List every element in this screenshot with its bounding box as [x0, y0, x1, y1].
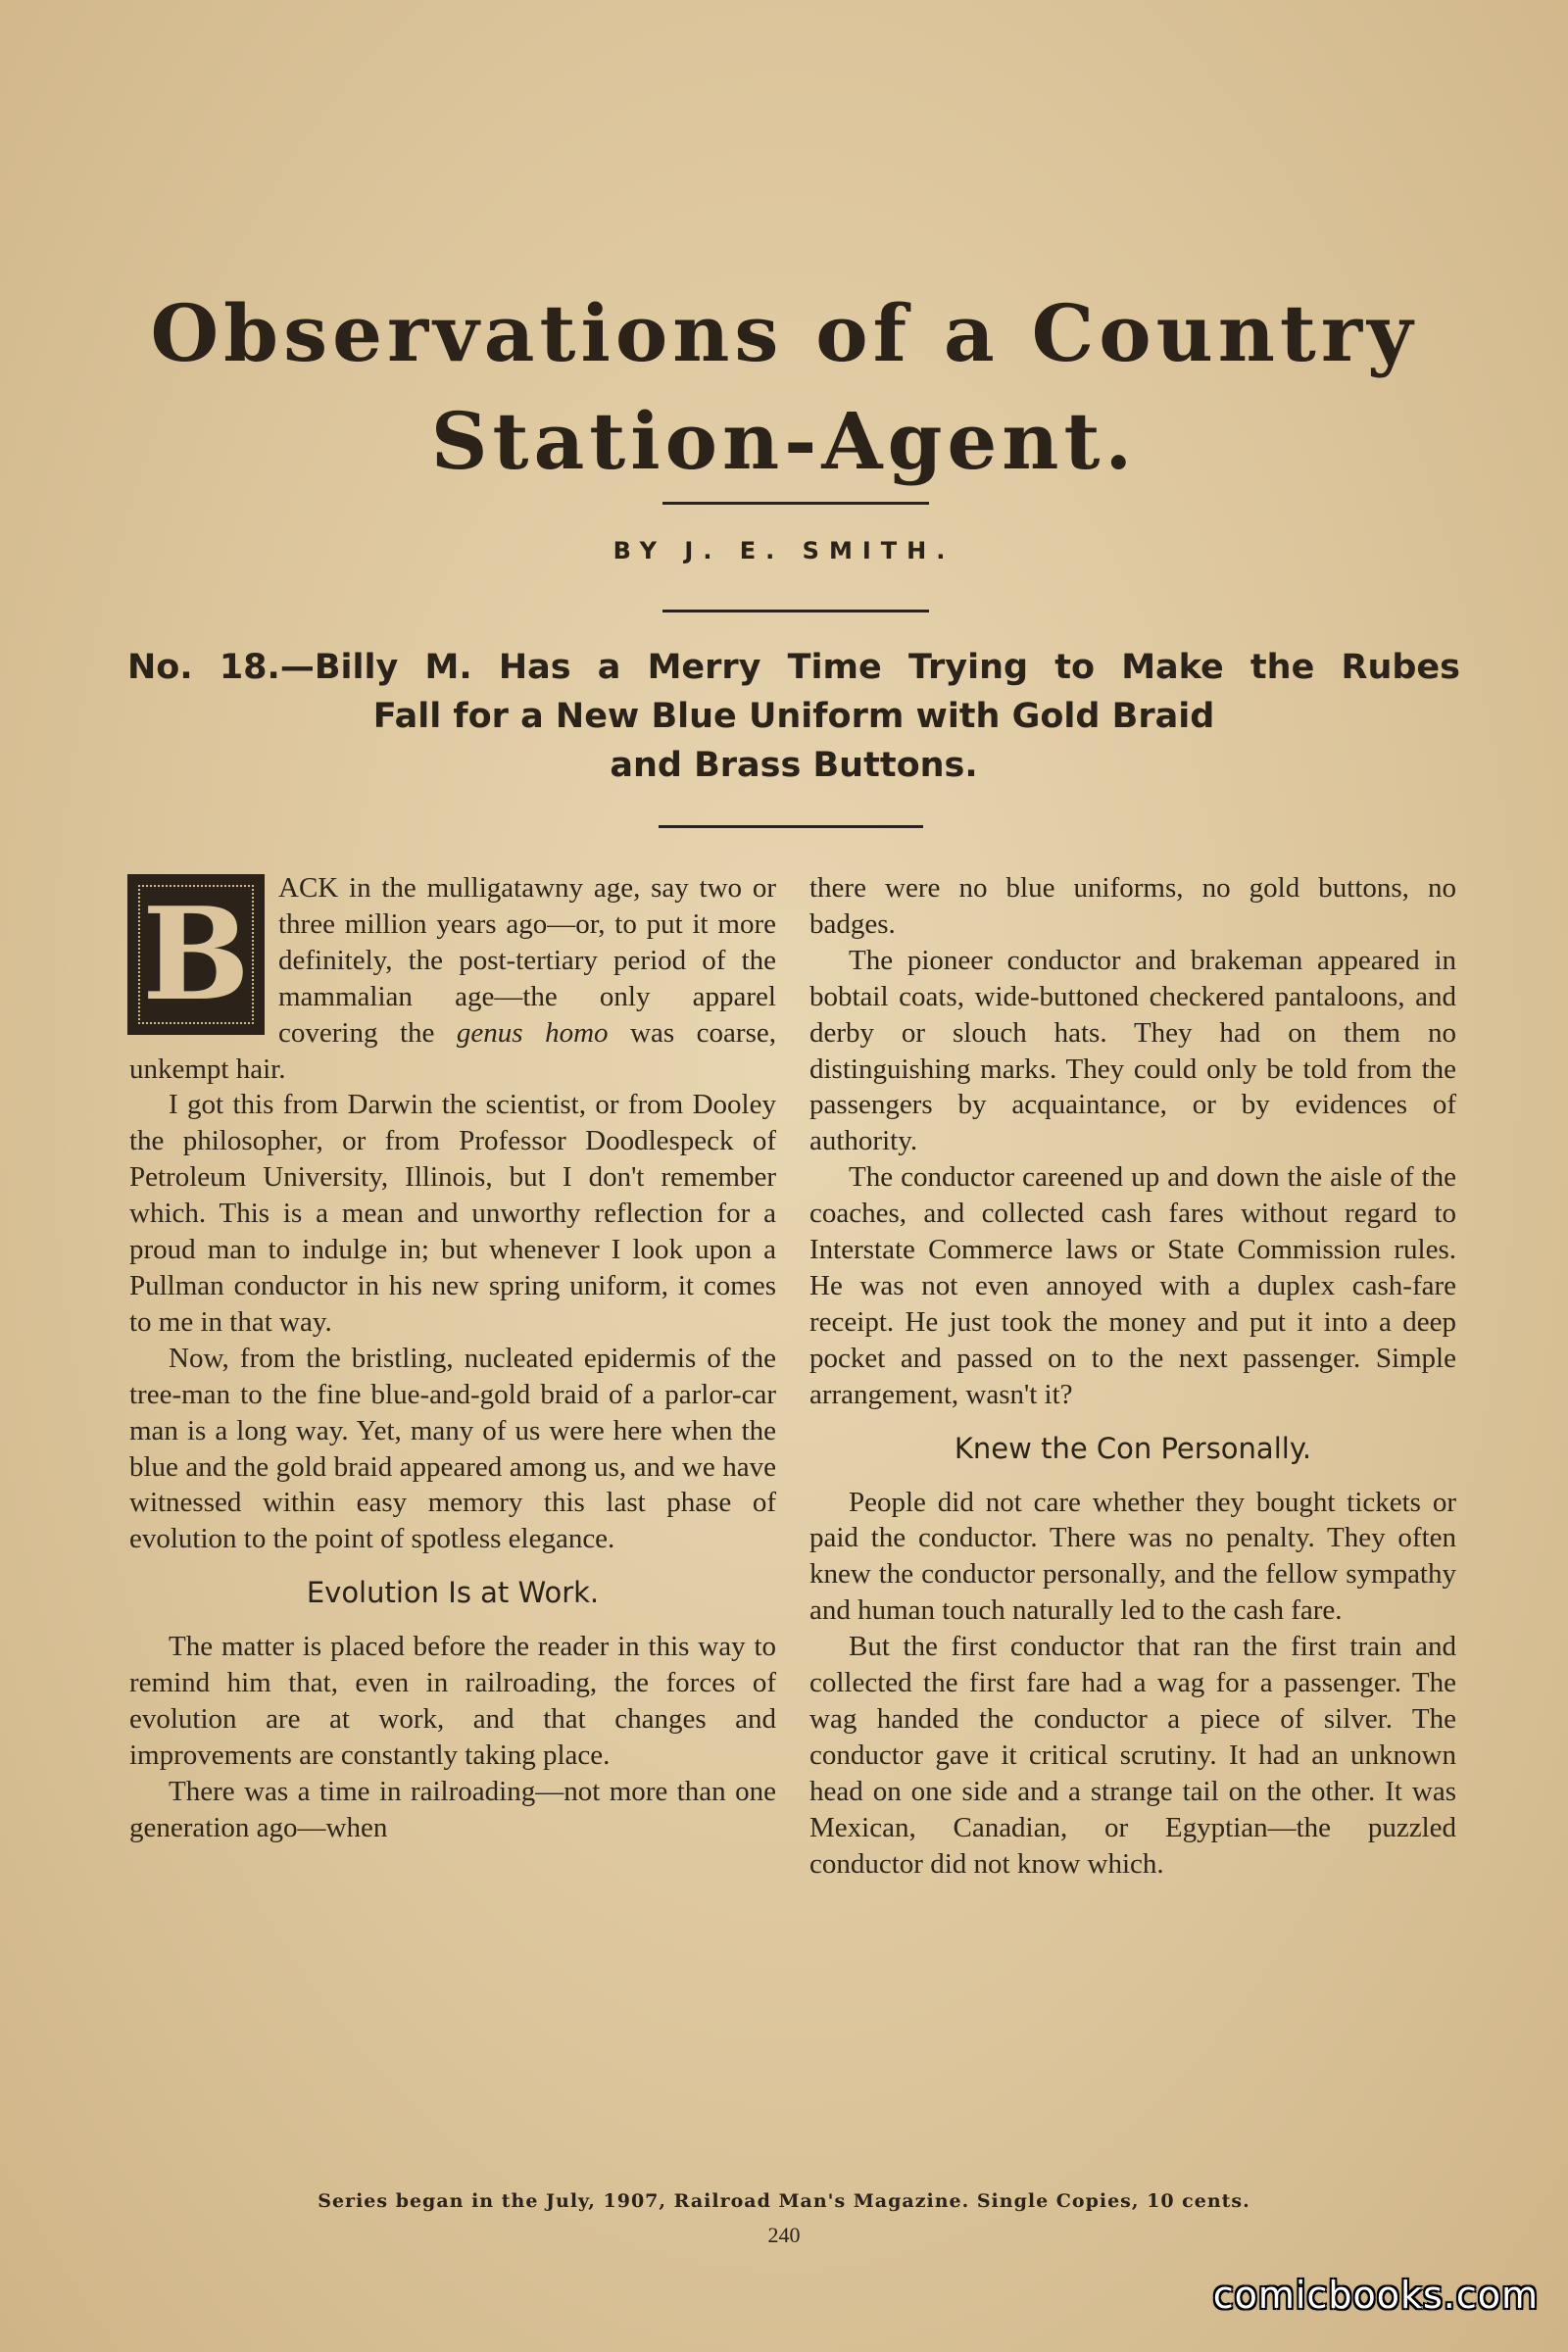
- paragraph: But the first conductor that ran the first train and collected the first fare had a wag for a passenger. The wag handed the conductor a piece of silver. The conductor gave it critical scrutiny. It had an unknown head on one side and a strange tail on the other. It was Mexican, Canadian, or Egyptian—the puzzled conductor did not know which.: [809, 1631, 1456, 1880]
- drop-cap-letter: B: [142, 879, 250, 1029]
- article-title: [118, 279, 1450, 495]
- paragraph: People did not care whether they bought tickets or paid the conductor. There was no penalty. They often knew the conductor personally, and the fellow sympathy and human touch naturally led to the cash fare.: [809, 1486, 1456, 1627]
- paragraph-text: was coarse, unkempt hair.: [129, 1016, 776, 1085]
- paragraph: there were no blue uniforms, no gold buttons, no badges.: [809, 872, 1456, 940]
- paragraph: The matter is placed before the reader in this way to remind him that, even in railroading, the forces of evolution are at work, and that changes and improvements are constantly taking place.: [129, 1631, 776, 1771]
- left-column: [129, 870, 776, 1846]
- italic-term: genus homo: [456, 1016, 609, 1049]
- paragraph: There was a time in railroading—not more than one generation ago—when: [129, 1775, 776, 1843]
- series-note: Series began in the July, 1907, Railroad Man's Magazine. Single Copies, 10 cents.: [318, 2190, 1250, 2212]
- article-subtitle: [127, 643, 1460, 790]
- author-byline: BY J. E. SMITH.: [612, 537, 956, 564]
- title-divider: [662, 502, 929, 505]
- paragraph: I got this from Darwin the scientist, or from Dooley the philosopher, or from Professor Doodlespeck of Petroleum University, Illinois, but I don't remember which. This is a mean and unworthy reflection for a proud man to indulge in; but whenever I look upon a Pullman conductor in his new spring uniform, it comes to me in that way.: [129, 1089, 776, 1338]
- subtitle-line-3: and Brass Buttons.: [610, 746, 978, 785]
- paragraph: Now, from the bristling, nucleated epidermis of the tree-man to the fine blue-and-gold braid of a parlor-car man is a long way. Yet, many of us were here when the blue and the gold braid appeared among us, and we have witnessed within easy memory this last phase of evolution to the point of spotless elegance.: [129, 1342, 776, 1555]
- page-number: 240: [767, 2223, 801, 2247]
- paragraph-text: ACK in the mulligatawny age, say two or three million years ago—or, to put it more definitely, the post-tertiary period of the mammalian age—the only apparel covering the: [278, 872, 776, 1049]
- site-watermark: comicbooks.com: [1212, 2274, 1539, 2317]
- title-line-1: Observations of a Country: [150, 287, 1418, 379]
- title-line-2: Station-Agent.: [430, 395, 1138, 487]
- paragraph: The conductor careened up and down the aisle of the coaches, and collected cash fares without regard to Interstate Commerce laws or State Commission rules. He was not even annoyed with a duplex cash-fare receipt. He just took the money and put it into a deep pocket and passed on to the next passenger. Simple arrangement, wasn't it?: [809, 1161, 1456, 1410]
- subtitle-divider: [659, 825, 923, 828]
- section-heading: Knew the Con Personally.: [954, 1431, 1312, 1465]
- drop-cap: [127, 874, 265, 1035]
- byline-divider: [662, 610, 929, 612]
- section-heading: Evolution Is at Work.: [306, 1576, 600, 1610]
- paragraph: The pioneer conductor and brakeman appeared in bobtail coats, wide-buttoned checkered pantaloons, and derby or slouch hats. They had on them no distinguishing marks. They could only be told from the passengers by acquaintance, or by evidences of authority.: [809, 944, 1456, 1157]
- subtitle-line-1: No. 18.—Billy M. Has a Merry Time Trying to Make the Rubes: [127, 648, 1460, 687]
- opening-paragraph: [129, 870, 776, 1087]
- right-column: [809, 870, 1456, 1882]
- subtitle-line-2: Fall for a New Blue Uniform with Gold Braid: [372, 697, 1215, 736]
